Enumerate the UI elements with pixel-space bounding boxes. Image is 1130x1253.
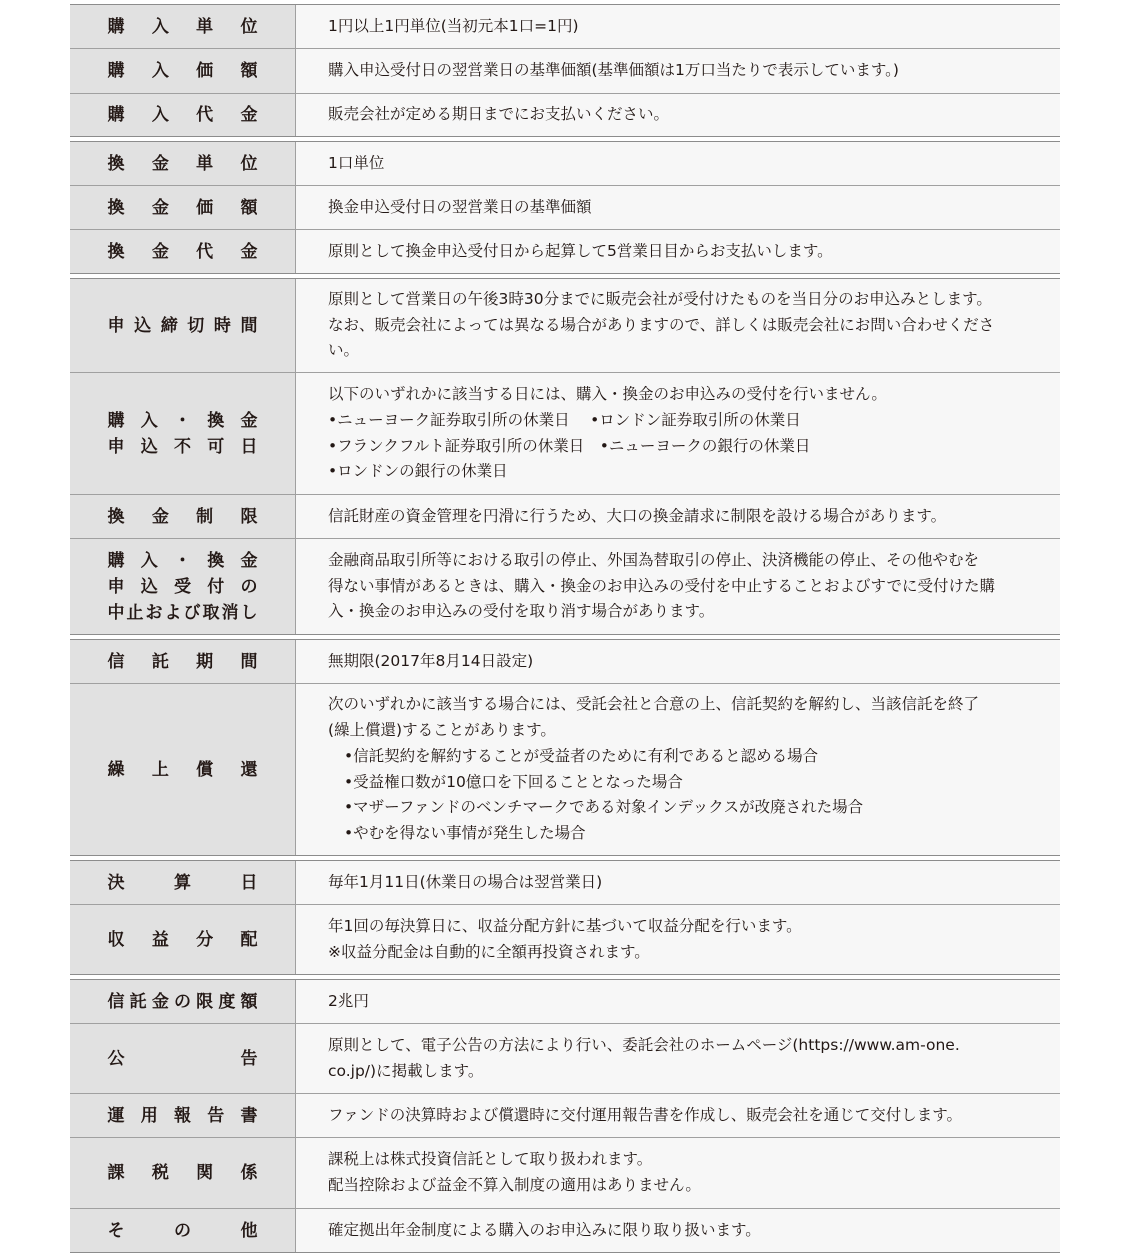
- row-value: [296, 539, 1060, 634]
- row-label-line: 決算日: [107, 872, 258, 893]
- row-label-line: 換金価額: [107, 197, 258, 218]
- table-section: [70, 4, 1060, 137]
- row-value-line: ファンドの決算時および償還時に交付運用報告書を作成し、販売会社を通じて交付します。: [328, 1105, 962, 1124]
- row-label-line: 申込受付の: [107, 576, 258, 597]
- table-section: [70, 141, 1060, 274]
- row-value-line: 換金申込受付日の翌営業日の基準価額: [328, 197, 592, 216]
- table-section: [70, 639, 1060, 856]
- row-value-line: 得ない事情があるときは、購入・換金のお申込みの受付を中止することおよびすでに受付けた購: [328, 576, 995, 595]
- row-value-line: (繰上償還)することがあります。: [328, 721, 556, 740]
- row-label-line: 中止および取消し: [107, 602, 258, 623]
- table-row: [70, 1093, 1060, 1137]
- row-value: [296, 5, 1060, 48]
- table-row: [70, 5, 1060, 48]
- row-label: [70, 279, 296, 372]
- row-value-line: 毎年1月11日(休業日の場合は翌営業日): [328, 872, 603, 891]
- row-value: [296, 1138, 1060, 1208]
- table-row: [70, 904, 1060, 974]
- row-label-line: 購入・換金: [107, 550, 258, 571]
- row-value-line: •ニューヨーク証券取引所の休業日 •ロンドン証券取引所の休業日: [328, 410, 801, 429]
- table-row: [70, 372, 1060, 494]
- row-label-line: 収益分配: [107, 929, 258, 950]
- row-value-bullet: •やむを得ない事情が発生した場合: [344, 823, 586, 842]
- row-value-line: 原則として換金申込受付日から起算して5営業日目からお支払いします。: [328, 241, 833, 260]
- row-value: [296, 186, 1060, 229]
- row-value: [296, 94, 1060, 136]
- row-value-line: 原則として営業日の午後3時30分までに販売会社が受付けたものを当日分のお申込みとします。: [328, 289, 992, 308]
- row-value-line: 配当控除および益金不算入制度の適用はありません。: [328, 1176, 701, 1194]
- row-value-line: 信託財産の資金管理を円滑に行うため、大口の換金請求に制限を設ける場合があります。: [328, 506, 947, 525]
- table-row: [70, 538, 1060, 634]
- row-value-line: 販売会社が定める期日までにお支払いください。: [328, 105, 670, 124]
- table-section: [70, 278, 1060, 635]
- table-row: [70, 1137, 1060, 1208]
- row-label-line: 購入代金: [107, 105, 258, 125]
- row-label-line: 信託期間: [107, 651, 258, 672]
- row-label: [70, 1094, 296, 1137]
- row-label: [70, 1138, 296, 1208]
- row-value: [296, 684, 1060, 855]
- row-label: [70, 49, 296, 93]
- row-label-line: 購入価額: [107, 61, 258, 81]
- row-label: [70, 495, 296, 538]
- row-label-line: 購入・換金: [107, 410, 258, 431]
- row-value: [296, 49, 1060, 93]
- table-row: [70, 1208, 1060, 1252]
- row-label-line: 申込不可日: [107, 436, 258, 457]
- row-value-bullet: •受益権口数が10億口を下回ることとなった場合: [344, 772, 683, 791]
- row-value-line: 次のいずれかに該当する場合には、受託会社と合意の上、信託契約を解約し、当該信託を終了: [328, 695, 980, 714]
- row-label: [70, 684, 296, 855]
- table-row: [70, 279, 1060, 372]
- row-label: [70, 640, 296, 683]
- table-row: [70, 494, 1060, 538]
- row-value-line: 課税上は株式投資信託として取り扱われます。: [328, 1150, 653, 1169]
- table-section: [70, 860, 1060, 975]
- row-value: [296, 640, 1060, 683]
- table-row: [70, 48, 1060, 93]
- fund-terms-table: [70, 4, 1060, 1253]
- row-label-line: 運用報告書: [107, 1105, 258, 1126]
- row-label-line: 信託金の限度額: [107, 991, 258, 1012]
- row-value: [296, 980, 1060, 1023]
- row-value-line: 原則として、電子公告の方法により行い、委託会社のホームページ(https://www.am-one.: [328, 1035, 960, 1054]
- row-label: [70, 373, 296, 494]
- row-label-line: その他: [107, 1220, 258, 1241]
- row-value: [296, 495, 1060, 538]
- table-row: [70, 142, 1060, 185]
- table-row: [70, 640, 1060, 683]
- table-row: [70, 861, 1060, 904]
- row-label: [70, 1024, 296, 1093]
- row-label: [70, 980, 296, 1023]
- table-row: [70, 93, 1060, 136]
- row-label-line: 購入単位: [107, 16, 258, 37]
- row-value-line: •フランクフルト証券取引所の休業日 •ニューヨークの銀行の休業日: [328, 436, 811, 455]
- row-label: [70, 539, 296, 634]
- row-label-line: 換金制限: [107, 506, 258, 527]
- row-value: [296, 861, 1060, 904]
- row-label-line: 繰上償還: [107, 759, 258, 780]
- row-value: [296, 373, 1060, 494]
- row-label-line: 換金単位: [107, 153, 258, 174]
- row-value-line: 年1回の毎決算日に、収益分配方針に基づいて収益分配を行います。: [328, 916, 802, 935]
- row-label: [70, 861, 296, 904]
- row-label: [70, 5, 296, 48]
- row-value-line: 確定拠出年金制度による購入のお申込みに限り取り扱います。: [328, 1220, 761, 1239]
- row-value-line: 入・換金のお申込みの受付を取り消す場合があります。: [328, 602, 715, 621]
- row-label-line: 換金代金: [107, 241, 258, 262]
- row-value-line: ※収益分配金は自動的に全額再投資されます。: [328, 942, 650, 961]
- row-label: [70, 142, 296, 185]
- row-value: [296, 230, 1060, 273]
- row-label: [70, 94, 296, 136]
- row-label-line: 課税関係: [107, 1163, 258, 1183]
- row-value-line: 購入申込受付日の翌営業日の基準価額(基準価額は1万口当たりで表示しています。): [328, 61, 899, 80]
- row-value-bullet: •マザーファンドのベンチマークである対象インデックスが改廃された場合: [344, 798, 864, 817]
- row-value: [296, 1024, 1060, 1093]
- row-label: [70, 1209, 296, 1252]
- row-label-line: 申込締切時間: [107, 315, 258, 336]
- table-row: [70, 229, 1060, 273]
- row-label: [70, 230, 296, 273]
- row-label-line: 公告: [107, 1048, 258, 1069]
- row-value: [296, 1094, 1060, 1137]
- row-value-line: 2兆円: [328, 991, 369, 1010]
- table-row: [70, 1023, 1060, 1093]
- row-value: [296, 905, 1060, 974]
- row-value-line: い。: [328, 341, 360, 360]
- row-label: [70, 186, 296, 229]
- table-row: [70, 980, 1060, 1023]
- row-value: [296, 1209, 1060, 1252]
- row-value-line: 金融商品取引所等における取引の停止、外国為替取引の停止、決済機能の停止、その他やむを: [328, 550, 980, 569]
- table-section: [70, 979, 1060, 1253]
- table-row: [70, 185, 1060, 229]
- row-value-bullet: •信託契約を解約することが受益者のために有利であると認める場合: [344, 746, 819, 765]
- row-value-line: 1円以上1円単位(当初元本1口=1円): [328, 16, 579, 35]
- row-label: [70, 905, 296, 974]
- row-value-line: co.jp/)に掲載します。: [328, 1061, 484, 1080]
- row-value-line: 以下のいずれかに該当する日には、購入・換金のお申込みの受付を行いません。: [328, 385, 887, 404]
- row-value-line: •ロンドンの銀行の休業日: [328, 462, 508, 481]
- table-row: [70, 683, 1060, 855]
- row-value-line: 1口単位: [328, 153, 385, 172]
- row-value-line: なお、販売会社によっては異なる場合がありますので、詳しくは販売会社にお問い合わせくださ: [328, 315, 995, 334]
- row-value: [296, 279, 1060, 372]
- row-value: [296, 142, 1060, 185]
- row-value-line: 無期限(2017年8月14日設定): [328, 651, 534, 670]
